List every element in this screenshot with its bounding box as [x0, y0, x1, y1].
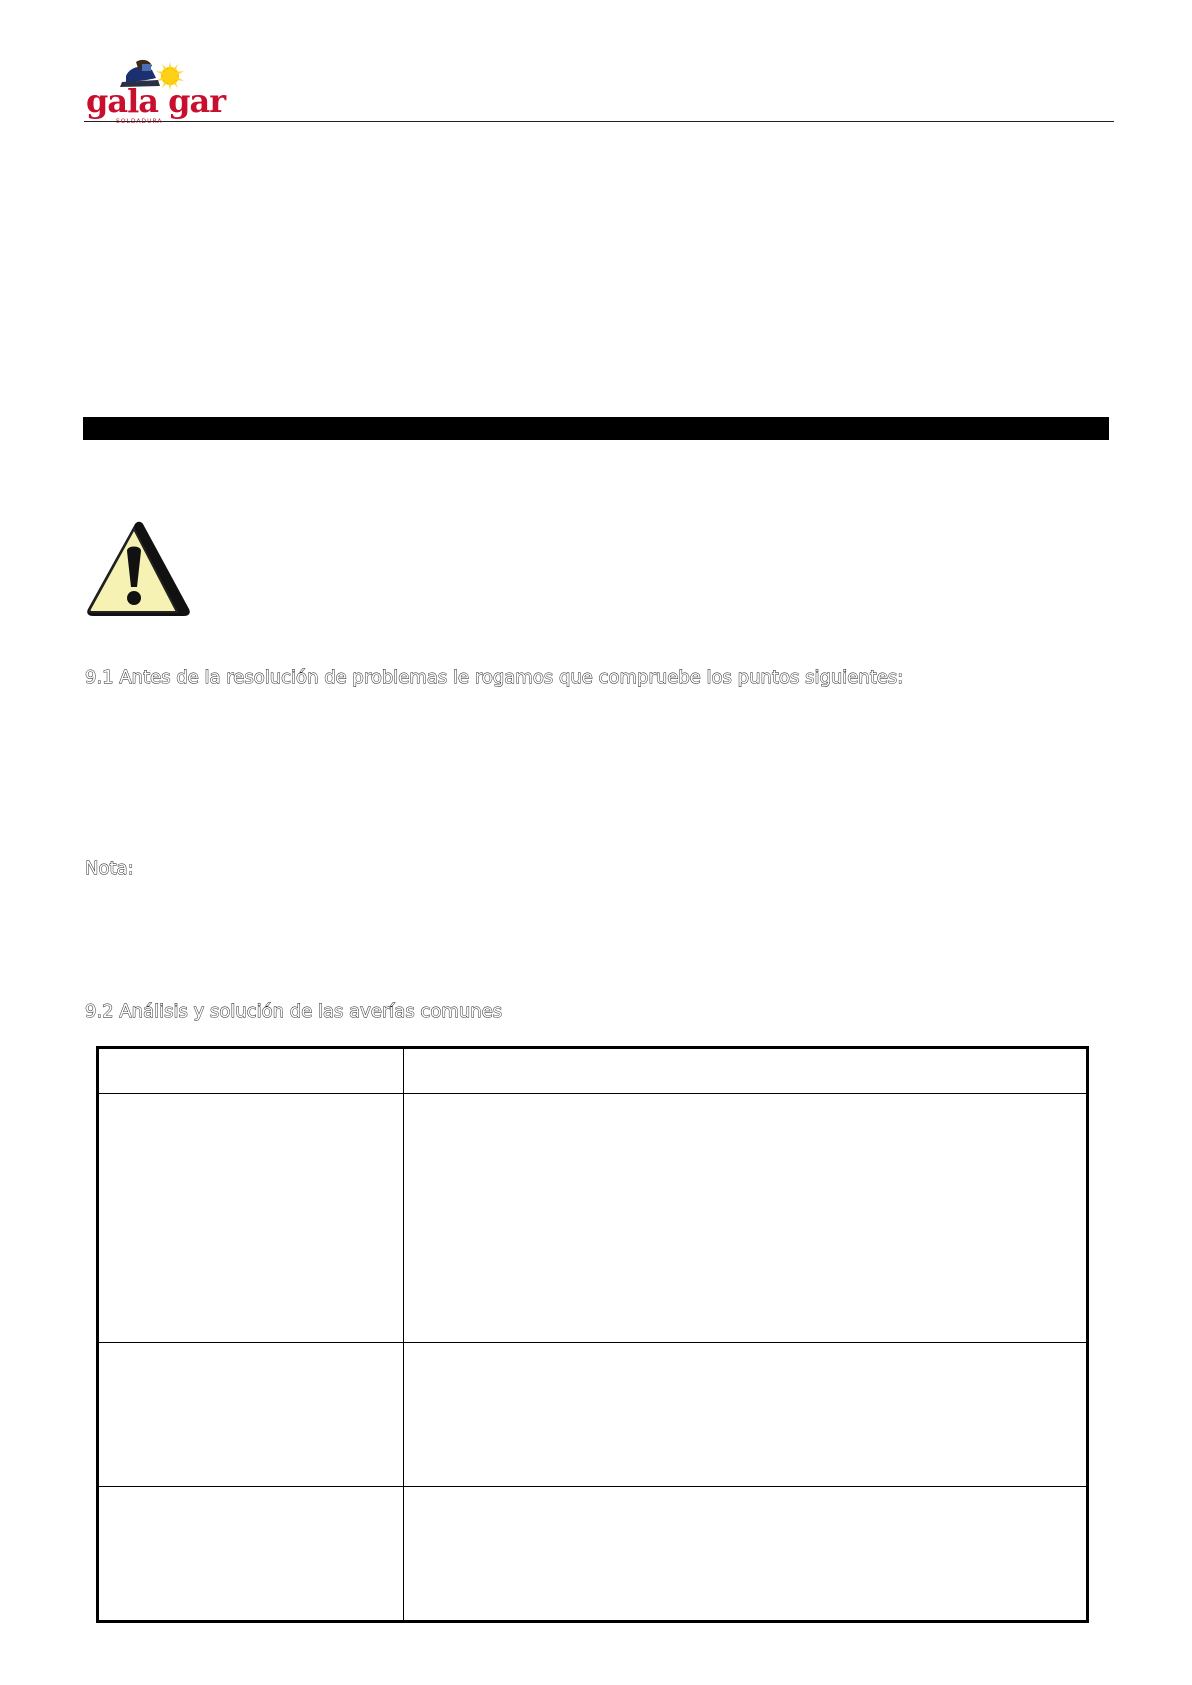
header-rule — [84, 121, 1114, 122]
table-row-divider — [99, 1342, 1086, 1343]
section-9-2-heading: 9.2 Análisis y solución de las averías comunes — [85, 1001, 503, 1022]
section-9-1-heading: 9.1 Antes de la resolución de problemas le rogamos que compruebe los puntos siguientes: — [85, 667, 904, 688]
note-label: Nota: — [85, 858, 134, 879]
table-row-divider — [99, 1486, 1086, 1487]
table-column-divider — [403, 1049, 404, 1620]
logo-subtitle: SOLDADURA — [116, 118, 163, 125]
troubleshooting-table — [96, 1046, 1089, 1623]
section-title-bar — [83, 417, 1109, 440]
galagar-logo — [86, 56, 226, 126]
table-header-divider — [99, 1093, 1086, 1094]
warning-triangle-icon — [85, 521, 191, 618]
logo-wordmark: gala gar — [86, 82, 226, 120]
